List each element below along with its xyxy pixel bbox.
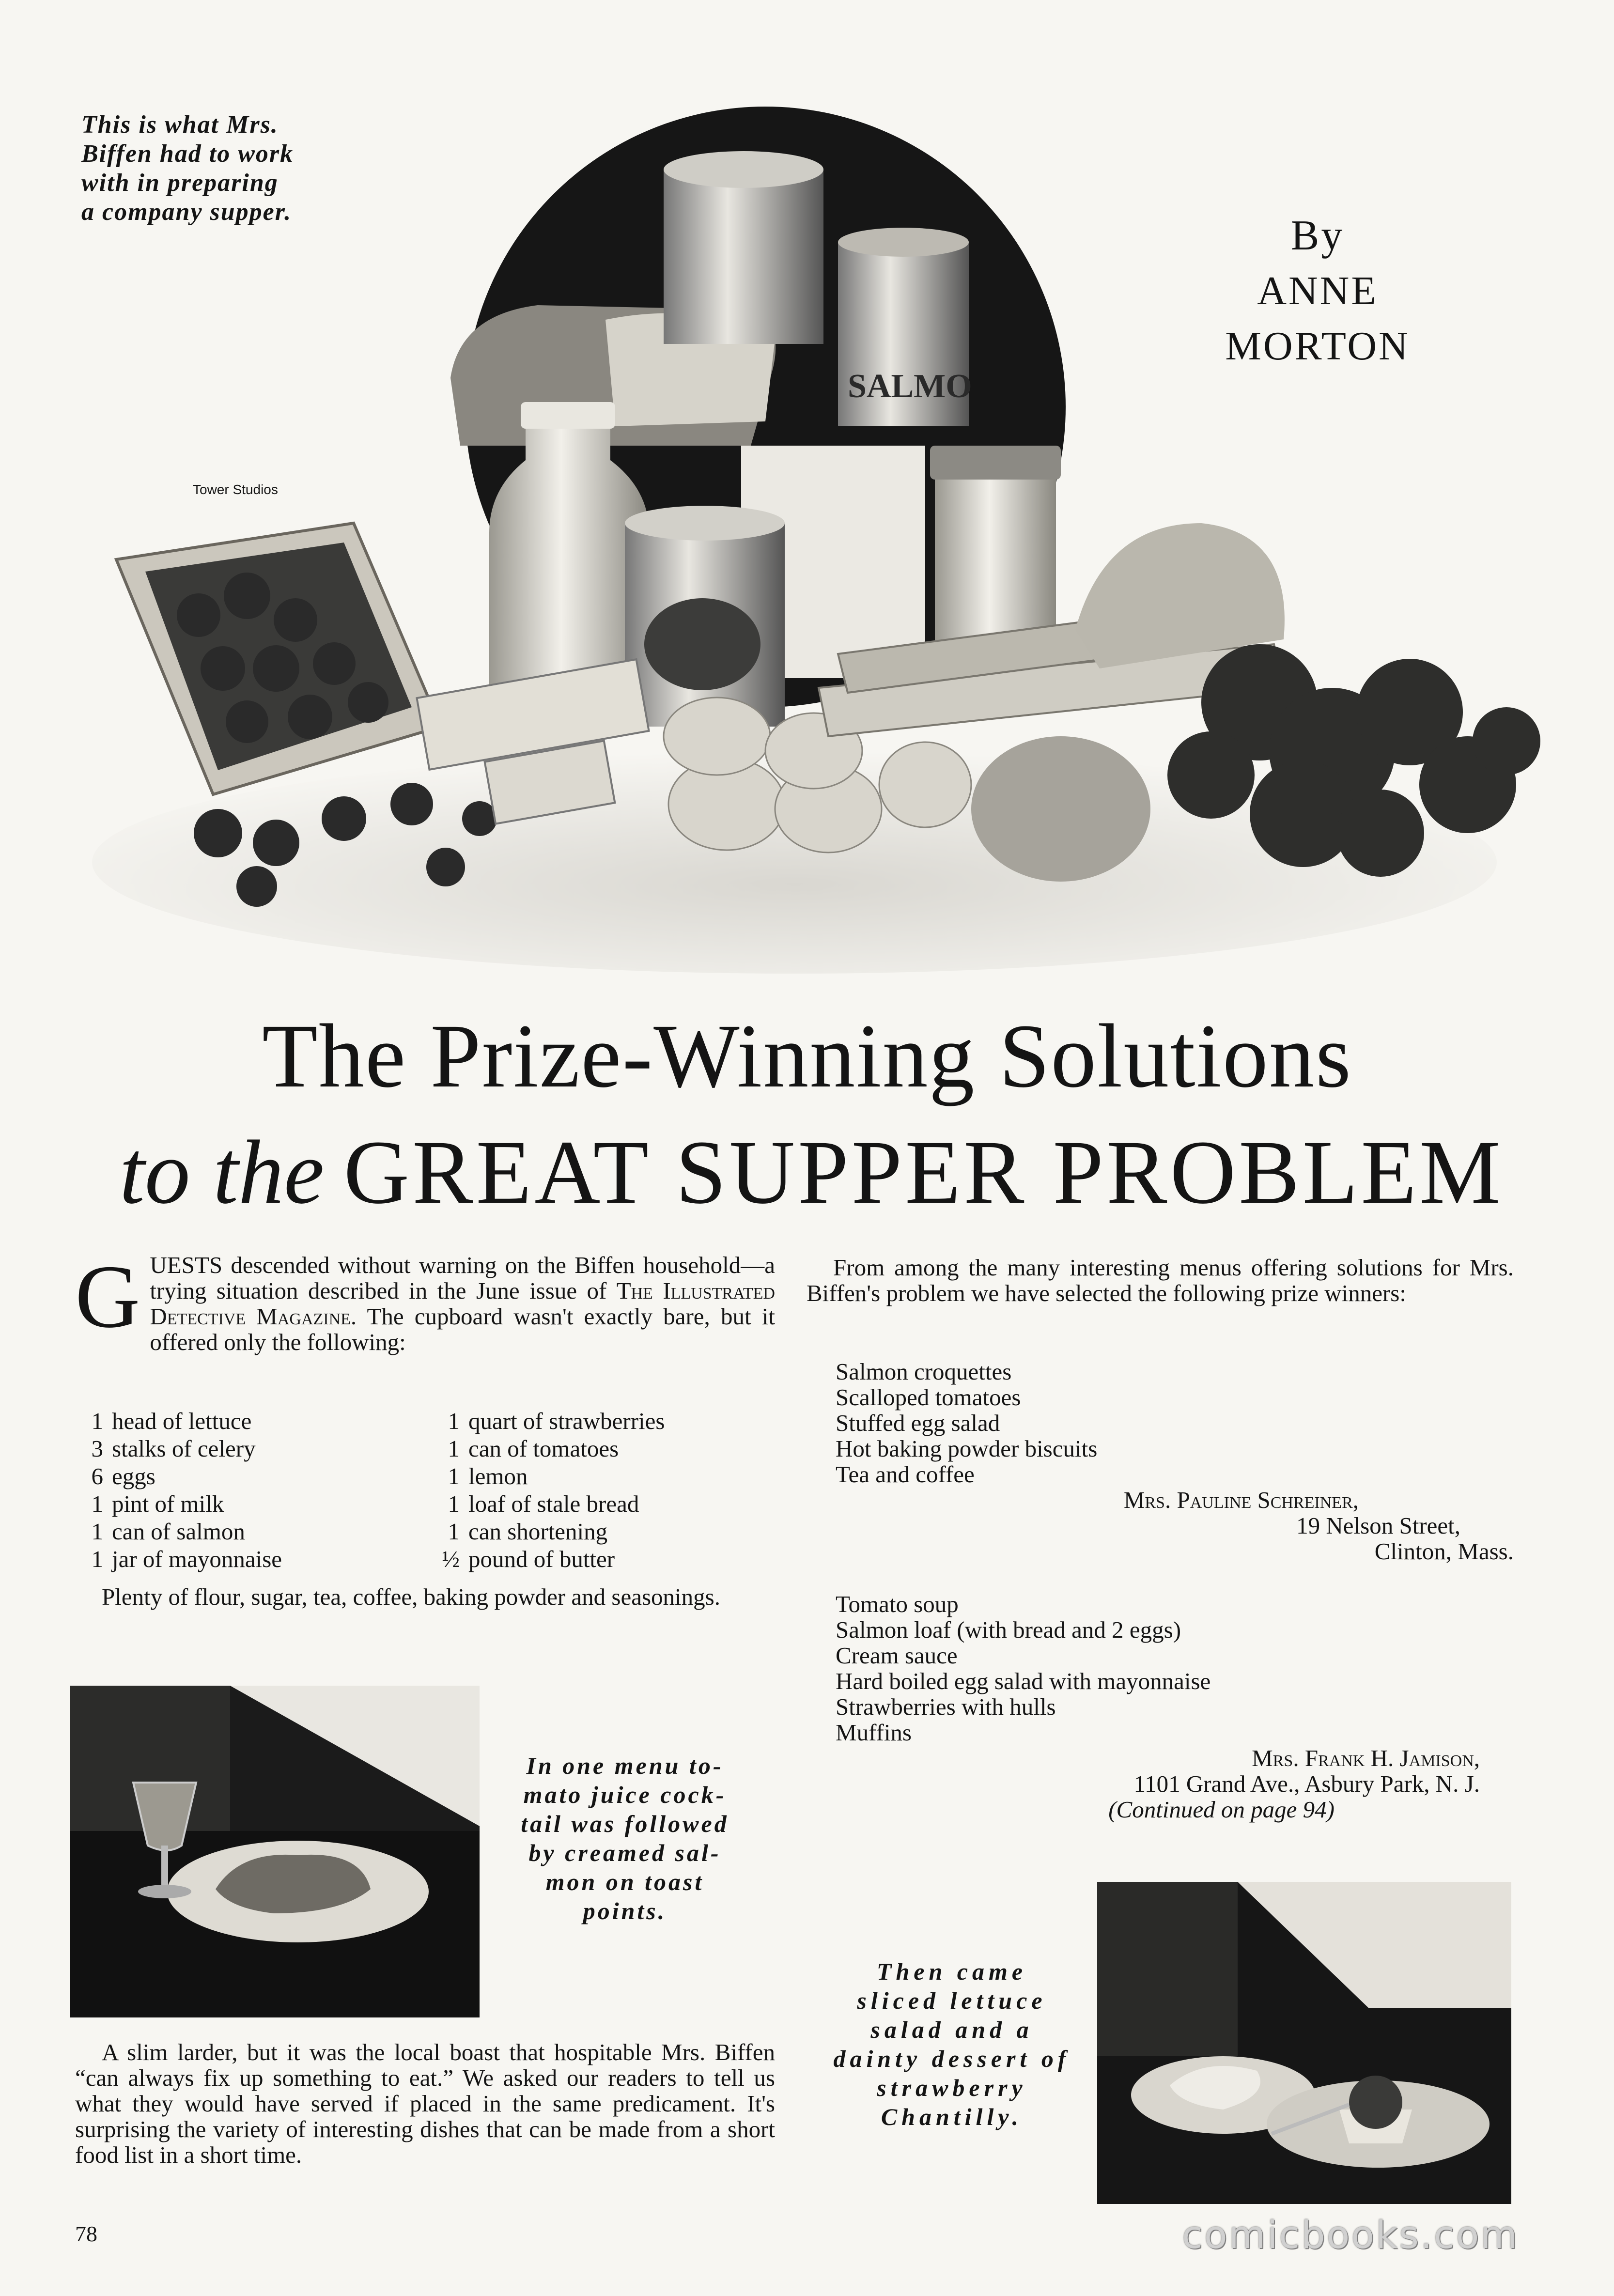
item-name: stalks of celery	[112, 1435, 256, 1462]
item-name: can of salmon	[112, 1518, 245, 1545]
item-quantity: 3	[91, 1435, 103, 1462]
byline-by: By	[1290, 212, 1345, 259]
byline	[1192, 208, 1443, 374]
list-item	[75, 1490, 665, 1518]
prize-intro-paragraph: From among the many interesting menus offering solutions for Mrs. Biffen's problem we have selected the following prize winners:	[807, 1254, 1514, 1306]
item-name: jar of mayonnaise	[112, 1546, 282, 1572]
caption-line: tail was followed	[521, 1810, 729, 1837]
intro-text-b: The cupboard wasn't exactly bare, but it offered only the following:	[150, 1303, 775, 1355]
menu-dish: Tomato soup	[836, 1591, 959, 1617]
item-quantity: 1	[448, 1408, 460, 1434]
caption-line: Biffen had to work	[81, 140, 294, 168]
item-quantity: 1	[91, 1490, 103, 1517]
caption-line: strawberry	[877, 2074, 1027, 2101]
svg-text:SALMO: SALMO	[848, 368, 972, 405]
tall-can	[664, 170, 823, 344]
headline-line-1: The Prize-Winning Solutions	[262, 1005, 1352, 1106]
caption-line: salad and a	[870, 2016, 1033, 2043]
menu-dish: Scalloped tomatoes	[836, 1384, 1021, 1411]
winner-name: Mrs. Pauline Schreiner,	[1123, 1487, 1359, 1513]
headline-italic: to the	[119, 1121, 325, 1223]
author-first-name: ANNE	[1257, 268, 1378, 313]
continued-note: (Continued on page 94)	[1108, 1796, 1335, 1823]
menu-dish: Salmon loaf (with bread and 2 eggs)	[836, 1616, 1181, 1643]
caption-line: by creamed sal-	[528, 1839, 721, 1866]
caption-line: with in preparing	[81, 169, 279, 197]
item-quantity: 1	[91, 1518, 103, 1545]
egg	[879, 742, 971, 827]
menu-dish: Hot baking powder biscuits	[836, 1435, 1098, 1462]
item-quantity: 1	[91, 1408, 103, 1434]
headline-caps: GREAT SUPPER PROBLEM	[343, 1121, 1504, 1223]
item-name: lemon	[468, 1463, 528, 1489]
egg	[664, 698, 770, 775]
prize-menu-2	[836, 1591, 1514, 1822]
item-quantity: 1	[448, 1490, 460, 1517]
caption-line: a company supper.	[81, 198, 292, 226]
menu-dish: Hard boiled egg salad with mayonnaise	[836, 1668, 1211, 1694]
caption-line: points.	[583, 1897, 667, 1924]
item-name: pound of butter	[468, 1546, 615, 1572]
caption-line: This is what Mrs.	[81, 111, 279, 139]
magazine-name: The Illustrated Detective Magazine.	[150, 1277, 775, 1330]
list-item	[75, 1435, 665, 1462]
menu-dish: Cream sauce	[836, 1642, 958, 1669]
caption-line: dainty dessert of	[833, 2045, 1071, 2072]
caption-line: sliced lettuce	[857, 1987, 1047, 2014]
item-name: eggs	[112, 1463, 155, 1489]
drop-cap: G	[75, 1247, 140, 1347]
item-name: can of tomatoes	[468, 1435, 619, 1462]
list-item	[75, 1407, 665, 1435]
item-quantity: 1	[448, 1435, 460, 1462]
photo-caption-dessert	[833, 1957, 1071, 2131]
menu-dish: Strawberries with hulls	[836, 1693, 1056, 1720]
list-item	[75, 1545, 665, 1573]
page-number: 78	[75, 2221, 97, 2246]
item-quantity: 6	[91, 1463, 103, 1489]
item-quantity: 1	[91, 1546, 103, 1572]
mayonnaise-jar	[935, 460, 1056, 654]
photo-credit: Tower Studios	[193, 482, 278, 497]
prize-menu-1	[836, 1359, 1514, 1564]
caption-line: Chantilly.	[881, 2103, 1023, 2130]
item-quantity: 1	[448, 1463, 460, 1489]
dessert-photo	[1097, 1882, 1511, 2204]
author-last-name: MORTON	[1225, 324, 1410, 369]
menu-dish: Tea and coffee	[836, 1461, 975, 1488]
item-name: pint of milk	[112, 1490, 224, 1517]
item-name: loaf of stale bread	[468, 1490, 639, 1517]
cupboard-items-list	[75, 1407, 665, 1573]
item-quantity: ½	[442, 1546, 460, 1572]
item-name: head of lettuce	[112, 1408, 252, 1434]
winner-city: Clinton, Mass.	[1374, 1538, 1514, 1565]
caption-line: In one menu to-	[526, 1752, 724, 1779]
seasonings-paragraph: Plenty of flour, sugar, tea, coffee, baking powder and seasonings.	[102, 1583, 720, 1610]
winner-address: 19 Nelson Street,	[1296, 1512, 1460, 1539]
site-watermark: comicbooks.com	[1182, 2214, 1519, 2257]
winner-name: Mrs. Frank H. Jamison,	[1252, 1745, 1480, 1771]
item-name: quart of strawberries	[468, 1408, 665, 1434]
menu-dish: Stuffed egg salad	[836, 1410, 1000, 1436]
item-name: can shortening	[468, 1518, 608, 1545]
caption-line: mato juice cock-	[523, 1781, 727, 1808]
winner-address: 1101 Grand Ave., Asbury Park, N. J.	[1133, 1770, 1480, 1797]
intro-text-a: UESTS descended without warning on the Biffen household—a trying situation described in the June issue of	[150, 1252, 775, 1304]
menu-dish: Salmon croquettes	[836, 1358, 1012, 1385]
list-item	[75, 1518, 665, 1545]
intro-paragraph	[75, 1247, 775, 1355]
photo-caption-tomato-juice	[499, 1751, 751, 1925]
lemon	[971, 736, 1150, 882]
caption-line: mon on toast	[545, 1868, 704, 1895]
menu-dish: Muffins	[836, 1719, 912, 1746]
salmon-toast-photo	[70, 1686, 480, 2017]
caption-line: Then came	[876, 1958, 1027, 1985]
closing-paragraph: A slim larder, but it was the local boast that hospitable Mrs. Biffen “can always fix up something to eat.” We asked our readers to tell us what they would have served if placed in the same predicament. It's surprising the variety of interesting dishes that can be made from a short food list in a short time.	[75, 2039, 775, 2168]
headline-line-2	[73, 1119, 1550, 1226]
item-quantity: 1	[448, 1518, 460, 1545]
list-item	[75, 1462, 665, 1490]
